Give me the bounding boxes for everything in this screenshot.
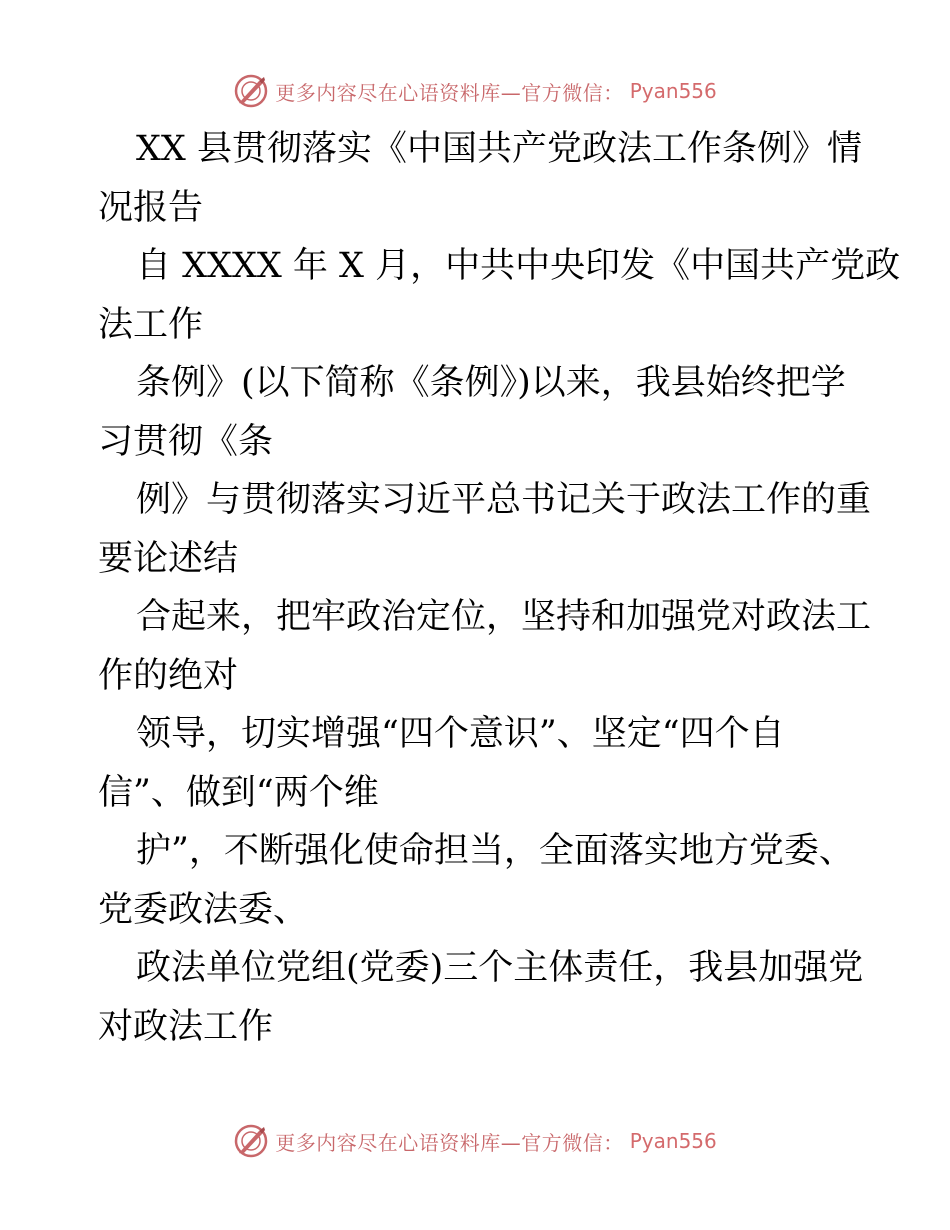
report-text (98, 120, 901, 1056)
text-line: 党委政法委、 (98, 889, 309, 930)
text-line: 护”，不断强化使命担当，全面落实地方党委、 (136, 831, 854, 871)
text-line: XX 县贯彻落实《中国共产党政法工作条例》情 (136, 129, 862, 169)
text-line: 作的绝对 (98, 655, 239, 696)
document-body (98, 120, 901, 1056)
text-line: 政法单位党组(党委)三个主体责任，我县加强党 (136, 948, 864, 988)
quill-logo-icon (233, 73, 269, 109)
text-line: 条例》(以下简称《条例》)以来，我县始终把学 (136, 363, 846, 403)
quill-logo-icon (233, 1123, 269, 1159)
text-line: 要论述结 (98, 538, 239, 579)
text-line: 习贯彻《条 (98, 421, 274, 462)
text-line: 自 XXXX 年 X 月，中共中央印发《中国共产党政 (136, 246, 901, 286)
watermark-text: 更多内容尽在心语资料库—官方微信： (275, 80, 624, 105)
text-line: 领导，切实增强“四个意识”、坚定“四个自 (136, 714, 785, 754)
text-line: 法工作 (98, 304, 204, 345)
text-line: 合起来，把牢政治定位，坚持和加强党对政法工 (136, 597, 872, 637)
text-line: 况报告 (98, 187, 204, 228)
text-line: 信”、做到“两个维 (98, 772, 379, 813)
text-line: 例》与贯彻落实习近平总书记关于政法工作的重 (136, 480, 872, 520)
watermark-footer (0, 1121, 950, 1161)
watermark-text: 更多内容尽在心语资料库—官方微信： (275, 1130, 624, 1155)
text-line: 对政法工作 (98, 1006, 274, 1047)
watermark-header (0, 71, 950, 111)
watermark-handle: Pyan556 (629, 79, 717, 103)
watermark-handle: Pyan556 (629, 1129, 717, 1153)
